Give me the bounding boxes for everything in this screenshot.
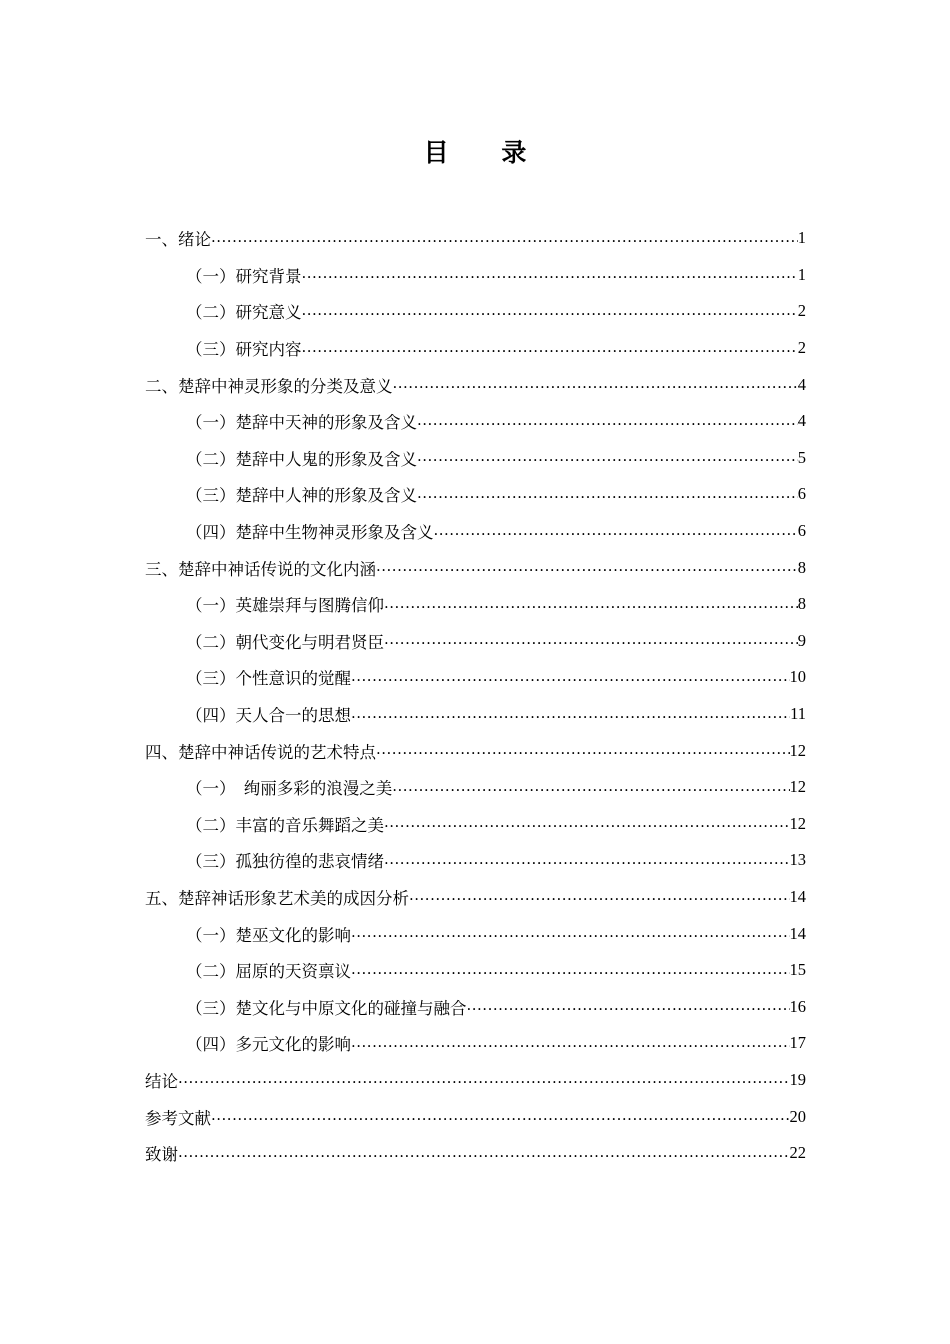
toc-subsection-entry[interactable] [145, 586, 806, 623]
toc-page-number: 22 [789, 1143, 806, 1163]
toc-entry-label: 二、楚辞中神灵形象的分类及意义 [145, 376, 393, 396]
dot-leader [211, 229, 798, 248]
toc-entry-label: （三）研究内容 [186, 340, 302, 360]
toc-section-entry[interactable] [145, 1135, 806, 1172]
dot-leader [302, 339, 798, 358]
toc-section-entry[interactable] [145, 879, 806, 916]
toc-subsection-entry[interactable] [145, 257, 806, 294]
dot-leader [178, 1144, 790, 1163]
toc-entry-label: （二）朝代变化与明君贤臣 [186, 632, 384, 652]
toc-subsection-entry[interactable] [145, 623, 806, 660]
page-title: 目 录 [423, 138, 549, 167]
toc-entry-label: 致谢 [145, 1145, 178, 1165]
toc-page-number: 14 [789, 886, 806, 906]
toc-entry-label: （四）楚辞中生物神灵形象及含义 [186, 523, 434, 543]
toc-entry-label: 三、楚辞中神话传说的文化内涵 [145, 559, 376, 579]
toc-subsection-entry[interactable] [145, 915, 806, 952]
table-of-contents [145, 220, 806, 1171]
toc-entry-label: （二）丰富的音乐舞蹈之美 [186, 815, 384, 835]
toc-section-entry[interactable] [145, 732, 806, 769]
dot-leader [211, 1107, 790, 1126]
toc-entry-label: 结论 [145, 1071, 178, 1091]
toc-entry-label: 五、楚辞神话形象艺术美的成因分析 [145, 888, 409, 908]
toc-section-entry[interactable] [145, 366, 806, 403]
toc-page-number: 2 [797, 338, 806, 358]
dot-leader [351, 668, 790, 687]
dot-leader [376, 741, 790, 760]
toc-section-entry[interactable] [145, 220, 806, 257]
toc-page-number: 15 [789, 960, 806, 980]
toc-entry-label: 参考文献 [145, 1108, 211, 1128]
toc-page-number: 1 [797, 228, 806, 248]
toc-subsection-entry[interactable] [145, 1025, 806, 1062]
toc-page-number: 1 [797, 264, 806, 284]
dot-leader [434, 522, 798, 541]
toc-page-number: 9 [797, 630, 806, 650]
toc-entry-label: （三）孤独彷徨的悲哀情绪 [186, 852, 384, 872]
toc-page-number: 8 [797, 557, 806, 577]
toc-page-number: 19 [789, 1069, 806, 1089]
toc-page-number: 5 [797, 447, 806, 467]
toc-subsection-entry[interactable] [145, 988, 806, 1025]
toc-entry-label: （一）研究背景 [186, 266, 302, 286]
dot-leader [393, 375, 798, 394]
toc-entry-label: （三）个性意识的觉醒 [186, 669, 351, 689]
dot-leader [351, 1034, 790, 1053]
toc-page-number: 10 [789, 667, 806, 687]
toc-entry-label: （二）楚辞中人鬼的形象及含义 [186, 449, 417, 469]
toc-entry-label: （二）屈原的天资禀议 [186, 962, 351, 982]
toc-page-number: 11 [790, 704, 806, 724]
toc-entry-label: （一）楚巫文化的影响 [186, 925, 351, 945]
toc-entry-label: 四、楚辞中神话传说的艺术特点 [145, 742, 376, 762]
toc-page-number: 13 [789, 850, 806, 870]
toc-entry-label: 一、绪论 [145, 230, 211, 250]
toc-page-number: 8 [797, 594, 806, 614]
toc-page-number: 4 [797, 411, 806, 431]
toc-subsection-entry[interactable] [145, 330, 806, 367]
dot-leader [417, 412, 798, 431]
toc-subsection-entry[interactable] [145, 440, 806, 477]
toc-page-number: 6 [797, 521, 806, 541]
dot-leader [178, 1070, 790, 1089]
toc-entry-label: （四）天人合一的思想 [186, 706, 351, 726]
toc-subsection-entry[interactable] [145, 293, 806, 330]
dot-leader [376, 558, 798, 577]
toc-subsection-entry[interactable] [145, 513, 806, 550]
dot-leader [409, 888, 790, 907]
toc-subsection-entry[interactable] [145, 659, 806, 696]
toc-page-number: 12 [789, 813, 806, 833]
toc-entry-label: （二）研究意义 [186, 303, 302, 323]
toc-subsection-entry[interactable] [145, 769, 806, 806]
dot-leader [351, 961, 790, 980]
dot-leader [302, 302, 798, 321]
toc-entry-label: （一）英雄崇拜与图腾信仰 [186, 596, 384, 616]
dot-leader [392, 778, 789, 797]
toc-entry-label: （三）楚辞中人神的形象及含义 [186, 486, 417, 506]
dot-leader [384, 851, 790, 870]
dot-leader [302, 265, 798, 284]
toc-page-number: 17 [789, 1033, 806, 1053]
toc-subsection-entry[interactable] [145, 403, 806, 440]
toc-page-number: 6 [797, 484, 806, 504]
dot-leader [351, 924, 790, 943]
toc-page-number: 12 [789, 740, 806, 760]
toc-entry-label: （一） 绚丽多彩的浪漫之美 [186, 779, 393, 799]
toc-entry-label: （三）楚文化与中原文化的碰撞与融合 [186, 998, 467, 1018]
toc-page-number: 20 [789, 1106, 806, 1126]
dot-leader [351, 705, 790, 724]
toc-entry-label: （一）楚辞中天神的形象及含义 [186, 413, 417, 433]
dot-leader [467, 997, 790, 1016]
toc-page-number: 12 [789, 777, 806, 797]
dot-leader [384, 631, 798, 650]
toc-subsection-entry[interactable] [145, 952, 806, 989]
toc-section-entry[interactable] [145, 1062, 806, 1099]
dot-leader [417, 485, 798, 504]
dot-leader [384, 814, 790, 833]
toc-subsection-entry[interactable] [145, 806, 806, 843]
toc-page-number: 14 [789, 923, 806, 943]
toc-subsection-entry[interactable] [145, 696, 806, 733]
dot-leader [384, 595, 798, 614]
toc-section-entry[interactable] [145, 1098, 806, 1135]
toc-subsection-entry[interactable] [145, 842, 806, 879]
toc-section-entry[interactable] [145, 549, 806, 586]
dot-leader [417, 448, 798, 467]
toc-subsection-entry[interactable] [145, 476, 806, 513]
toc-page-number: 2 [797, 301, 806, 321]
toc-page-number: 4 [797, 374, 806, 394]
toc-page-number: 16 [789, 996, 806, 1016]
toc-entry-label: （四）多元文化的影响 [186, 1035, 351, 1055]
